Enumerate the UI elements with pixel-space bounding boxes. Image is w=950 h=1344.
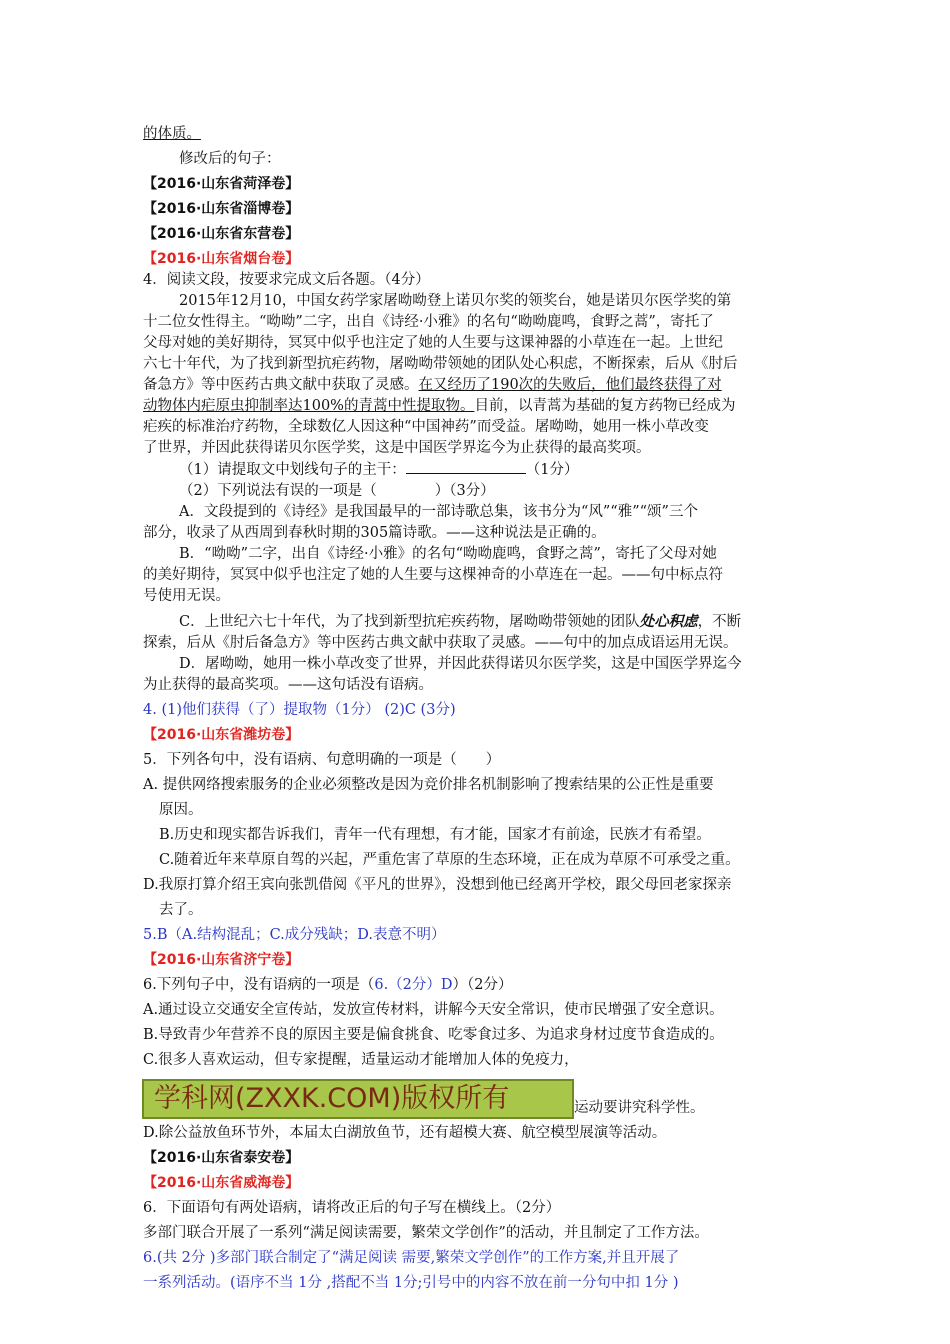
sub-question-text: （1）请提取文中划线句子的主干： bbox=[179, 462, 406, 478]
answer-line: 6.(共 2分 )多部门联合制定了“满足阅读 需要,繁荣文学创作”的工作方案,并且开展了 bbox=[143, 1250, 680, 1266]
option-line: 为止获得的最高奖项。——这句话没有语病。 bbox=[143, 677, 433, 693]
section-header: 【2016·山东省淄博卷】 bbox=[143, 201, 300, 217]
section-header: 【2016·山东省东营卷】 bbox=[143, 226, 300, 242]
option-line: C.很多人喜欢运动，但专家提醒，适量运动才能增加人体的免疫力， bbox=[143, 1052, 579, 1068]
section-header: 【2016·山东省菏泽卷】 bbox=[143, 176, 300, 192]
passage-line: 父母对她的美好期待，冥冥中似乎也注定了她的人生要与这课神器的小草连在一起。上世纪 bbox=[143, 335, 723, 351]
option-line: 部分，收录了从西周到春秋时期的305篇诗歌。——这种说法是正确的。 bbox=[143, 525, 606, 541]
inline-answer: 6.（2分）D bbox=[374, 977, 453, 993]
passage-line: 十二位女性得主。“呦呦”二字，出自《诗经·小雅》的名句“呦呦鹿鸣，食野之蒿”，寄托了 bbox=[143, 314, 714, 330]
question-title: 6．下面语句有两处语病，请将改正后的句子写在横线上。（2分） bbox=[143, 1200, 561, 1216]
section-header: 【2016·山东省潍坊卷】 bbox=[143, 727, 300, 743]
question-sentence: 多部门联合开展了一系列“满足阅读需要，繁荣文学创作”的活动，并且制定了工作方法。 bbox=[143, 1225, 709, 1241]
watermark-banner: 学科网(ZXXK.COM)版权所有 bbox=[142, 1079, 574, 1119]
question-title: 5．下列各句中，没有语病、句意明确的一项是（ ） bbox=[143, 752, 501, 768]
passage-line bbox=[143, 375, 813, 396]
option-line: 的美好期待，冥冥中似乎也注定了她的人生要与这棵神奇的小草连在一起。——句中标点符 bbox=[143, 567, 723, 583]
passage-text: 备急方》等中医药古典文献中获取了灵感。 bbox=[143, 377, 419, 393]
answer-line: 一系列活动。(语序不当 1分 ,搭配不当 1分;引号中的内容不放在前一分句中扣 1分 ) bbox=[143, 1275, 679, 1291]
option-line: B.历史和现实都告诉我们，青年一代有理想，有才能，国家才有前途，民族才有希望。 bbox=[159, 827, 711, 843]
underlined-sentence: 在又经历了190次的失败后，他们最终获得了对 bbox=[418, 377, 722, 393]
section-header: 【2016·山东省烟台卷】 bbox=[143, 251, 300, 267]
option-line: 探索，后从《肘后备急方》等中医药古典文献中获取了灵感。——句中的加点成语运用无误。 bbox=[143, 635, 738, 651]
option-line: D.除公益放鱼环节外，本届太白湖放鱼节，还有超模大赛、航空模型展演等活动。 bbox=[143, 1125, 667, 1141]
question-title: 4．阅读文段，按要求完成文后各题。（4分） bbox=[143, 272, 430, 288]
document-page bbox=[143, 124, 813, 1294]
sub-question: （2）下列说法有误的一项是（ ）（3分） bbox=[179, 483, 495, 499]
answer-line: 5.B（A.结构混乱；C.成分残缺；D.表意不明） bbox=[143, 927, 446, 943]
sub-question bbox=[143, 459, 813, 481]
option-line: 原因。 bbox=[159, 802, 203, 818]
question-text: 6.下列句子中，没有语病的一项是（ bbox=[143, 977, 375, 993]
option-line bbox=[143, 1079, 813, 1119]
passage-line: 2015年12月10，中国女药学家屠呦呦登上诺贝尔奖的领奖台，她是诺贝尔医学奖的第 bbox=[179, 293, 732, 309]
option-line bbox=[143, 611, 813, 633]
text-line: 的体质。 bbox=[143, 126, 201, 142]
section-header: 【2016·山东省泰安卷】 bbox=[143, 1150, 300, 1166]
option-line: A.通过设立交通安全宣传站，发放宣传材料，讲解今天安全常识，使市民增强了安全意识。 bbox=[143, 1002, 724, 1018]
option-text: ，不断 bbox=[697, 614, 742, 630]
dotted-idiom: 处心积虑 bbox=[639, 613, 698, 630]
option-line: B.导致青少年营养不良的原因主要是偏食挑食、吃零食过多、为追求身材过度节食造成的。 bbox=[143, 1027, 724, 1043]
passage-line: 六七十年代，为了找到新型抗疟药物，屠呦呦带领她的团队处心积虑，不断探索，后从《肘后 bbox=[143, 356, 738, 372]
option-line: D．屠呦呦，她用一株小草改变了世界，并因此获得诺贝尔医学奖，这是中国医学界迄今 bbox=[179, 656, 742, 672]
option-line: 去了。 bbox=[159, 902, 203, 918]
text-line: 修改后的句子： bbox=[179, 151, 281, 167]
passage-line bbox=[143, 396, 813, 417]
sub-question-score: （1分） bbox=[525, 462, 579, 478]
question-title bbox=[143, 975, 813, 996]
option-line: D.我原打算介绍王宾向张凯借阅《平凡的世界》，没想到他已经离开学校，跟父母回老家探亲 bbox=[143, 877, 732, 893]
question-text: ）（2分） bbox=[452, 977, 513, 993]
answer-blank bbox=[406, 459, 526, 474]
option-line: A. 提供网络搜索服务的企业必须整改是因为竞价排名机制影响了搜索结果的公正性是重要 bbox=[143, 777, 714, 793]
option-line: 号使用无误。 bbox=[143, 588, 230, 604]
option-line: C.随着近年来草原自驾的兴起，严重危害了草原的生态环境，正在成为草原不可承受之重。 bbox=[159, 852, 740, 868]
answer-line: 4. (1)他们获得（了）提取物（1分） (2)C (3分) bbox=[143, 702, 456, 718]
option-text: C．上世纪六七十年代，为了找到新型抗疟疾药物，屠呦呦带领她的团队 bbox=[179, 614, 640, 630]
option-line: A．文段提到的《诗经》是我国最早的一部诗歌总集，该书分为“风”“雅”“颂”三个 bbox=[179, 504, 698, 520]
passage-line: 了世界，并因此获得诺贝尔医学奖，这是中国医学界迄今为止获得的最高奖项。 bbox=[143, 440, 651, 456]
option-text: 运动要讲究科学性。 bbox=[574, 1100, 705, 1116]
section-header: 【2016·山东省济宁卷】 bbox=[143, 952, 300, 968]
underlined-sentence: 动物体内疟原虫抑制率达100%的青蒿中性提取物。 bbox=[143, 398, 475, 414]
passage-text: 目前，以青蒿为基础的复方药物已经成为 bbox=[474, 398, 736, 414]
passage-line: 疟疾的标准治疗药物，全球数亿人因这种“中国神药”而受益。屠呦呦，她用一株小草改变 bbox=[143, 419, 709, 435]
option-line: B．“呦呦”二字，出自《诗经·小雅》的名句“呦呦鹿鸣，食野之蒿”，寄托了父母对她 bbox=[179, 546, 717, 562]
section-header: 【2016·山东省威海卷】 bbox=[143, 1175, 300, 1191]
